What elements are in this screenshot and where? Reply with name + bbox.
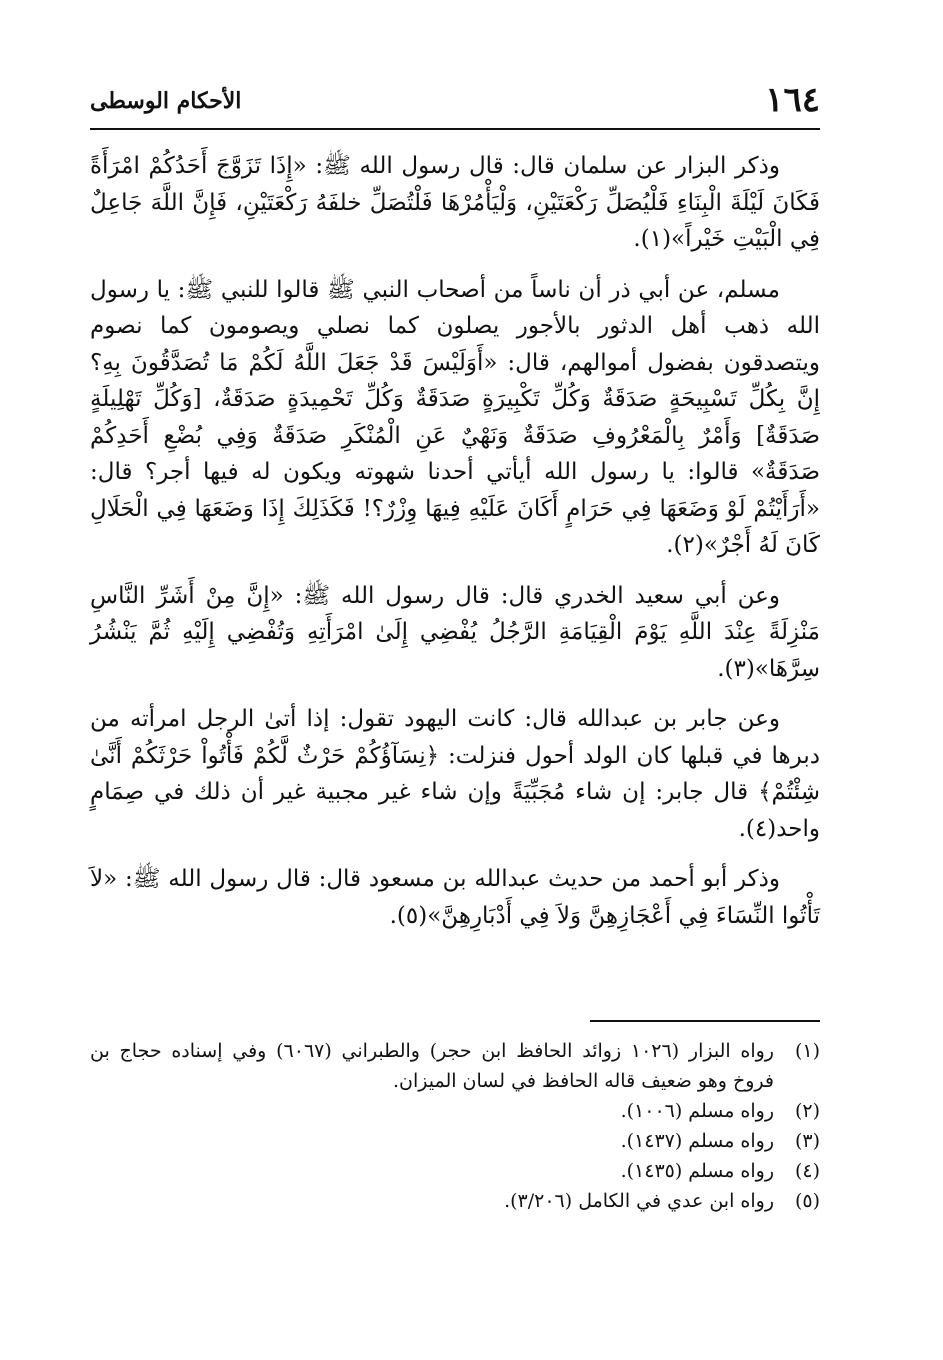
footnote-text: رواه البزار (١٠٢٦ زوائد الحافظ ابن حجر) والطبراني (٦٠٦٧) وفي إسناده حجاج بن فروخ وهو ضعيف قاله الحافظ في لسان الميزان. [90, 1040, 774, 1092]
paragraph-charity-hadith: مسلم، عن أبي ذر أن ناساً من أصحاب النبي ﷺ قالوا للنبي ﷺ: يا رسول الله ذهب أهل الدثور بالأجور يصلون كما نصلي ويصومون كما نصوم ويتصدقون بفضول أموالهم، قال: «أَوَلَيْسَ قَدْ جَعَلَ اللَّهُ لَكُمْ مَا تُصَدَّقُونَ بِهِ؟ إِنَّ بِكُلِّ تَسْبِيحَةٍ صَدَقَةٌ وَكُلِّ تَكْبِيرَةٍ صَدَقَةٌ وَكُلِّ تَحْمِيدَةٍ صَدَقَةٌ، [وَكُلِّ تَهْلِيلَةٍ صَدَقَةٌ] وَأَمْرٌ بِالْمَعْرُوفِ صَدَقَةٌ وَنَهْيٌ عَنِ الْمُنْكَرِ صَدَقَةٌ وَفِي بُضْعِ أَحَدِكُمْ صَدَقَةٌ» قالوا: يا رسول الله أيأتي أحدنا شهوته ويكون له فيها أجر؟ قال: «أَرَأَيْتُمْ لَوْ وَضَعَهَا فِي حَرَامٍ أَكَانَ عَلَيْهِ فِيهَا وِزْرٌ؟! فَكَذَلِكَ إِذَا وَضَعَهَا فِي الْحَلَالِ كَانَ لَهُ أَجْرٌ»(٢). [90, 276, 820, 558]
footnote-number: (١) [794, 1040, 820, 1062]
footnote-text: رواه مسلم (١٤٣٥). [620, 1160, 774, 1182]
footnote-item [90, 1186, 820, 1216]
footnote-divider [590, 1020, 820, 1022]
running-title: الأحكام الوسطى [90, 88, 242, 114]
footnote-text: رواه مسلم (١٠٠٦). [620, 1100, 774, 1122]
page-header [90, 78, 820, 126]
footnote-text: رواه مسلم (١٤٣٧). [620, 1130, 774, 1152]
footnote-number: (٥) [794, 1190, 820, 1212]
footnote-number: (٣) [794, 1130, 820, 1152]
footnote-number: (٢) [794, 1100, 820, 1122]
footnotes [90, 1036, 820, 1216]
footnote-item [90, 1156, 820, 1186]
footnote-item [90, 1126, 820, 1156]
paragraph-secret-keeping: وعن أبي سعيد الخدري قال: قال رسول الله ﷺ: «إِنَّ مِنْ أَشَرِّ النَّاسِ مَنْزِلَةً عِنْدَ اللَّهِ يَوْمَ الْقِيَامَةِ الرَّجُلُ يُفْضِي إِلَىٰ امْرَأَتِهِ وَتُفْضِي إِلَيْهِ ثُمَّ يَنْشُرُ سِرَّهَا»(٣). [90, 582, 820, 682]
footnote-item [90, 1036, 820, 1096]
page-number: ١٦٤ [765, 80, 820, 120]
paragraph-ibn-masud-hadith: وذكر أبو أحمد من حديث عبدالله بن مسعود قال: قال رسول الله ﷺ: «لاَ تَأْتُوا النِّسَاءَ فِي أَعْجَازِهِنَّ وَلاَ فِي أَدْبَارِهِنَّ»(٥). [90, 866, 820, 929]
header-divider [90, 128, 820, 130]
footnote-text: رواه ابن عدي في الكامل (٣/٢٠٦). [504, 1190, 774, 1212]
footnote-item [90, 1096, 820, 1126]
footnote-number: (٤) [794, 1160, 820, 1182]
paragraph-jabir-hadith: وعن جابر بن عبدالله قال: كانت اليهود تقول: إذا أتىٰ الرجل امرأته من دبرها في قبلها كان الولد أحول فنزلت: ﴿نِسَآؤُكُمْ حَرْثٌ لَّكُمْ فَأْتُواْ حَرْثَكُمْ أَنَّىٰ شِئْتُمْ﴾ قال جابر: إن شاء مُجَبِّيَةً وإن شاء غير مجبية غير أن ذلك في صِمَامٍ واحد(٤). [90, 706, 820, 842]
main-text [90, 140, 820, 948]
paragraph-marriage-night-prayer: وذكر البزار عن سلمان قال: قال رسول الله ﷺ: «إِذَا تَزَوَّجَ أَحَدُكُمْ امْرَأَةً فَكَانَ لَيْلَةَ الْبِنَاءِ فَلْيُصَلِّ رَكْعَتَيْنِ، وَلْيَأْمُرْهَا فَلْتُصَلِّ خلفَهُ رَكْعَتَيْنِ، فَإِنَّ اللَّهَ جَاعِلٌ فِي الْبَيْتِ خَيْراً»(١). [90, 153, 820, 252]
